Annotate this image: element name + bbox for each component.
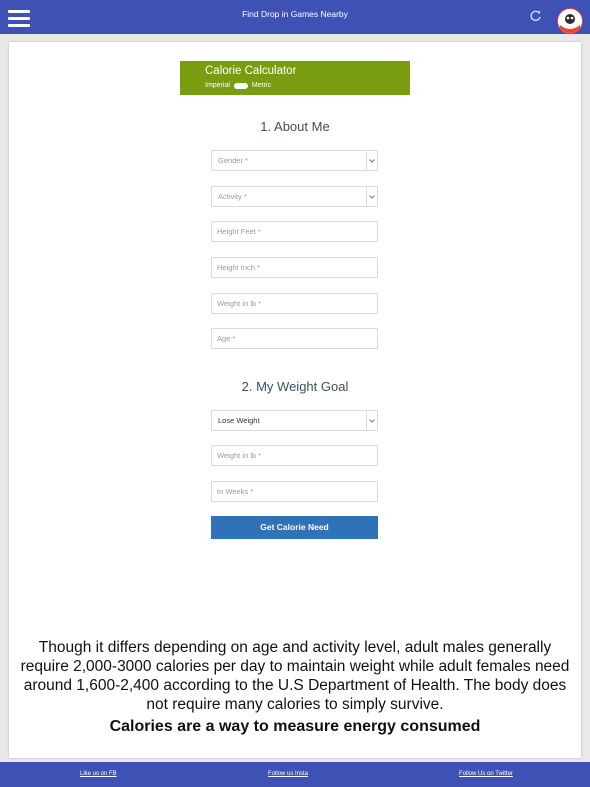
height-inch-input[interactable]: [211, 257, 378, 278]
age-input[interactable]: [211, 328, 378, 349]
height-inch-placeholder: Height Inch *: [217, 263, 260, 272]
twitter-link[interactable]: Follow Us on Twitter: [459, 771, 513, 777]
goal-value: Lose Weight: [218, 416, 260, 425]
height-feet-placeholder: Height Feet *: [217, 227, 261, 236]
gender-select[interactable]: [211, 150, 378, 171]
activity-placeholder: Activity *: [218, 192, 247, 201]
unit-metric-label: Metric: [251, 82, 271, 89]
user-avatar[interactable]: [557, 8, 583, 34]
content-card: [9, 42, 581, 758]
chevron-down-icon: [366, 187, 377, 206]
refresh-icon[interactable]: [529, 9, 543, 23]
chevron-down-icon: [366, 411, 377, 430]
weeks-placeholder: In Weeks *: [217, 487, 254, 496]
calorie-info-paragraph: Though it differs depending on age and activity level, adult males generally require 2,000-3000 calories per day to maintain weight while adult females need around 1,600-2,400 according to the U.S Department of Health. The body does not require many calories to simply survive.: [20, 639, 570, 713]
age-placeholder: Age *: [217, 334, 236, 343]
weight-input[interactable]: [211, 293, 378, 314]
top-app-bar: [0, 0, 590, 34]
unit-switch-row: [205, 82, 271, 89]
soccer-ball-avatar: [558, 9, 582, 33]
app-title: Find Drop in Games Nearby: [242, 9, 348, 19]
facebook-link[interactable]: Like us on FB: [80, 771, 117, 777]
get-calorie-need-button[interactable]: Get Calorie Need: [211, 516, 378, 539]
calculator-header: [180, 61, 410, 95]
instagram-link[interactable]: Follow us Insta: [268, 771, 309, 777]
footer-bar: [0, 762, 590, 787]
activity-select[interactable]: [211, 186, 378, 207]
gender-placeholder: Gender *: [218, 156, 249, 165]
goal-weight-input[interactable]: [211, 445, 378, 466]
weight-placeholder: Weight in lb *: [217, 299, 262, 308]
weeks-input[interactable]: [211, 481, 378, 502]
calorie-tagline: Calories are a way to measure energy consumed: [109, 718, 481, 735]
calculator-title: Calorie Calculator: [205, 65, 297, 77]
about-me-heading: 1. About Me: [260, 119, 330, 134]
unit-imperial-label: Imperial: [205, 82, 230, 89]
height-feet-input[interactable]: [211, 221, 378, 242]
goal-select[interactable]: [211, 410, 378, 431]
weight-goal-heading: 2. My Weight Goal: [241, 379, 349, 394]
unit-toggle[interactable]: [234, 83, 248, 89]
goal-weight-placeholder: Weight in lb *: [217, 451, 262, 460]
chevron-down-icon: [366, 151, 377, 170]
